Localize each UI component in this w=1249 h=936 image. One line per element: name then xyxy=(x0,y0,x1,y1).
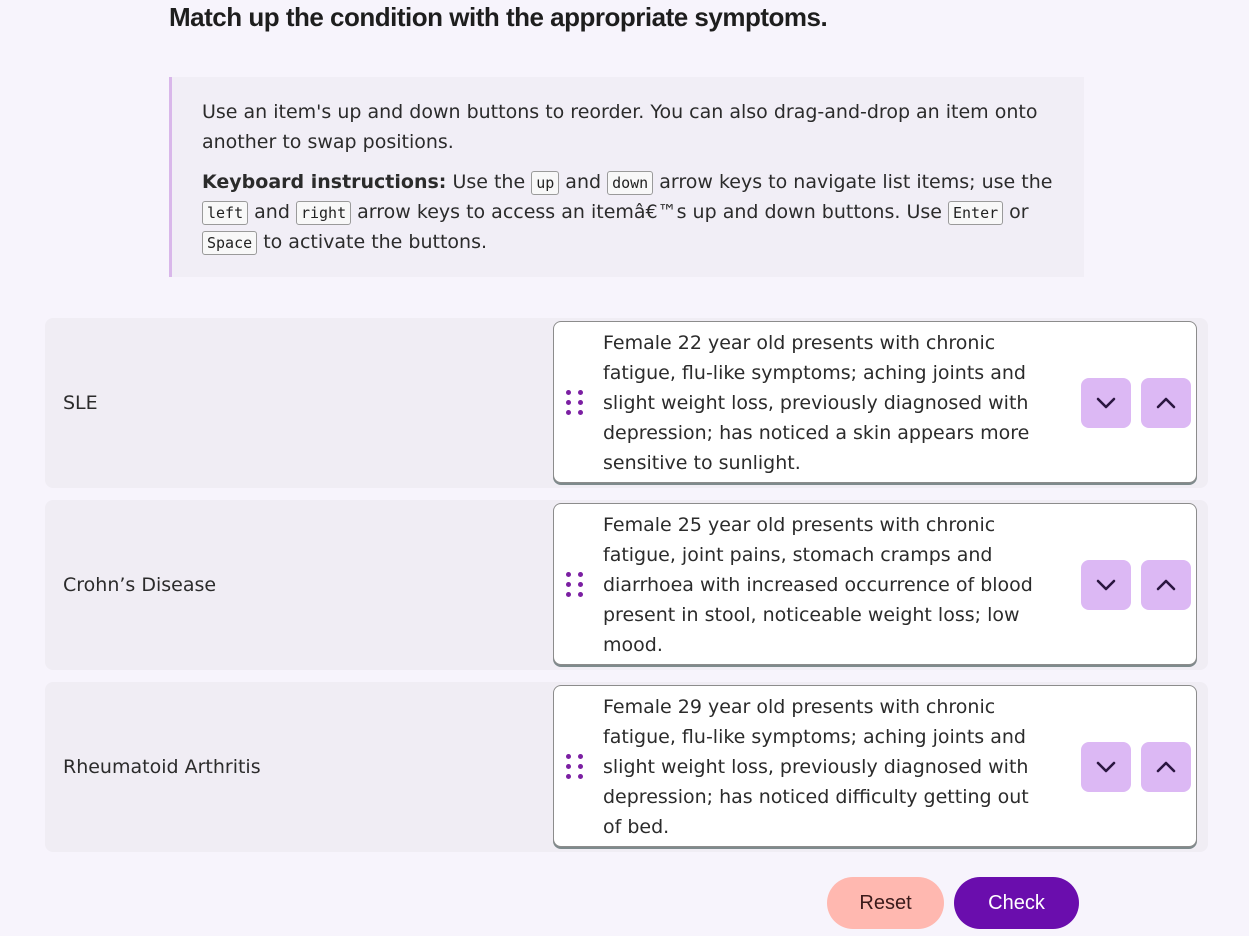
chevron-up-icon xyxy=(1156,397,1176,409)
chevron-down-icon xyxy=(1096,579,1116,591)
chevron-up-icon xyxy=(1156,761,1176,773)
instructions-text: Use an item's up and down buttons to reorder. You can also drag-and-drop an item onto another to swap positions. xyxy=(202,101,1038,153)
instructions-fragment: Use the xyxy=(446,171,532,193)
move-down-button[interactable] xyxy=(1081,742,1131,792)
instructions-fragment: and xyxy=(559,171,608,193)
symptom-card[interactable] xyxy=(553,685,1197,847)
match-list xyxy=(45,318,1208,864)
instructions-fragment: or xyxy=(1003,201,1029,223)
symptom-text: Female 29 year old presents with chronic fatigue, flu-like symptoms; aching joints and slight weight loss, previously diagnosed with depression; has noticed difficulty getting out of bed. xyxy=(603,696,1029,838)
symptom-card[interactable] xyxy=(553,503,1197,665)
instructions-fragment: to activate the buttons. xyxy=(257,231,488,253)
key-left: left xyxy=(202,201,248,225)
page-title: Match up the condition with the appropriate symptoms. xyxy=(169,2,828,32)
match-row xyxy=(45,318,1208,488)
condition-label: SLE xyxy=(63,392,98,414)
key-right: right xyxy=(296,201,351,225)
check-button[interactable]: Check xyxy=(954,877,1079,929)
move-up-button[interactable] xyxy=(1141,378,1191,428)
instructions-fragment: arrow keys to navigate list items; use the xyxy=(653,171,1053,193)
key-enter: Enter xyxy=(948,201,1003,225)
drag-handle-icon[interactable] xyxy=(566,504,584,664)
keyboard-instructions xyxy=(202,167,1054,257)
move-up-button[interactable] xyxy=(1141,742,1191,792)
key-up: up xyxy=(531,171,559,195)
drag-handle-icon[interactable] xyxy=(566,686,584,846)
action-bar xyxy=(827,877,1079,929)
reset-button[interactable]: Reset xyxy=(827,877,944,929)
chevron-down-icon xyxy=(1096,397,1116,409)
keyboard-instructions-label: Keyboard instructions: xyxy=(202,171,447,193)
move-down-button[interactable] xyxy=(1081,560,1131,610)
condition-label: Rheumatoid Arthritis xyxy=(63,756,261,778)
drag-handle-icon[interactable] xyxy=(566,322,584,482)
symptom-text: Female 25 year old presents with chronic fatigue, joint pains, stomach cramps and diarrhoea with increased occurrence of blood present in stool, noticeable weight loss; low mood. xyxy=(603,514,1033,656)
move-up-button[interactable] xyxy=(1141,560,1191,610)
match-row xyxy=(45,500,1208,670)
key-space: Space xyxy=(202,231,257,255)
chevron-up-icon xyxy=(1156,579,1176,591)
symptom-text: Female 22 year old presents with chronic fatigue, flu-like symptoms; aching joints and slight weight loss, previously diagnosed with depression; has noticed a skin appears more sensitive to sunlight. xyxy=(603,332,1030,474)
instructions-panel xyxy=(169,77,1084,277)
move-down-button[interactable] xyxy=(1081,378,1131,428)
chevron-down-icon xyxy=(1096,761,1116,773)
symptom-card[interactable] xyxy=(553,321,1197,483)
match-row xyxy=(45,682,1208,852)
key-down: down xyxy=(607,171,653,195)
condition-label: Crohn’s Disease xyxy=(63,574,217,596)
instructions-fragment: arrow keys to access an itemâ€™s up and down buttons. Use xyxy=(351,201,948,223)
instructions-fragment: and xyxy=(248,201,296,223)
